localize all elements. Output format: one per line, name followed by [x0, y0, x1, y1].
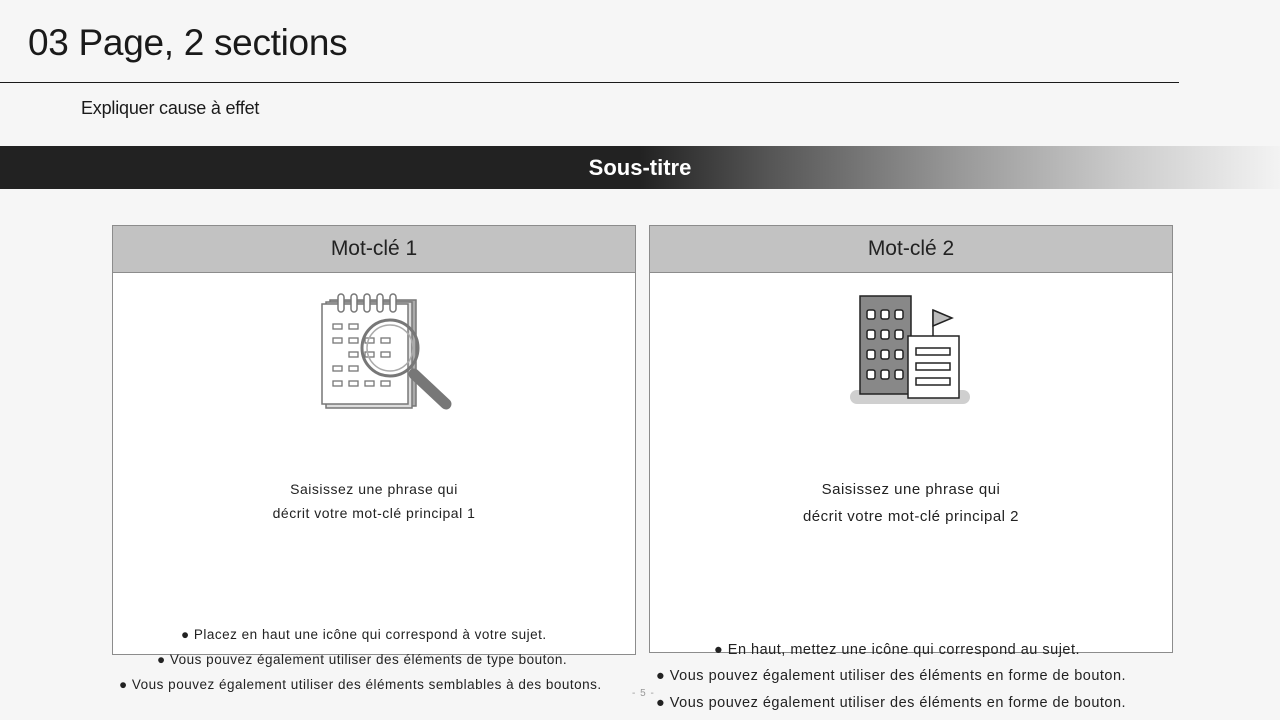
- section-card-1: [112, 225, 636, 655]
- bullet-2-1: ● En haut, mettez une icône qui correspond au sujet.: [714, 642, 1081, 658]
- page-title: 03 Page, 2 sections: [28, 22, 348, 63]
- description-line-2: décrit votre mot-clé principal 1: [272, 505, 476, 521]
- page-number: - 5 -: [632, 688, 655, 699]
- lead-text: Expliquer cause à effet: [81, 98, 260, 118]
- subtitle-banner: [0, 146, 1280, 189]
- keyword-header-1: Mot-clé 1: [113, 226, 635, 273]
- office-building-icon: [848, 292, 972, 411]
- calendar-magnifier-icon: [318, 292, 458, 417]
- description-line-1: Saisissez une phrase qui: [290, 481, 458, 497]
- title-divider: [0, 82, 1179, 83]
- section-card-2: [649, 225, 1173, 653]
- description-line-2: décrit votre mot-clé principal 2: [802, 508, 1020, 525]
- bullet-2-2: ● Vous pouvez également utiliser des éléments en forme de bouton.: [656, 668, 1127, 684]
- bullet-1-2: ● Vous pouvez également utiliser des éléments de type bouton.: [157, 652, 568, 667]
- bullet-1-3: ● Vous pouvez également utiliser des éléments semblables à des boutons.: [119, 677, 602, 692]
- subtitle-text: Sous-titre: [588, 155, 692, 180]
- bullet-2-3: ● Vous pouvez également utiliser des éléments en forme de bouton.: [656, 695, 1127, 711]
- description-line-1: Saisissez une phrase qui: [821, 481, 1001, 498]
- bullet-1-1: ● Placez en haut une icône qui correspond à votre sujet.: [181, 627, 547, 642]
- keyword-header-2: Mot-clé 2: [650, 226, 1172, 273]
